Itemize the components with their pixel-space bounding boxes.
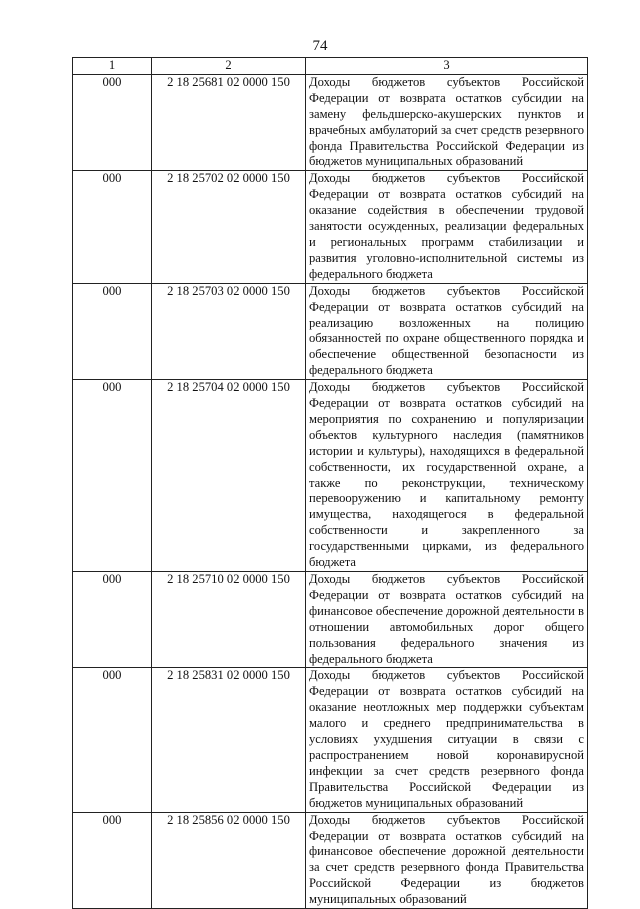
table-row [73,572,588,668]
kbk-code-cell: 2 18 25702 02 0000 150 [152,171,306,283]
budget-revenue-table [72,57,588,909]
table-row [73,171,588,283]
table-row [73,380,588,572]
admin-code-cell: 000 [73,171,152,283]
description-cell [306,668,588,812]
description-cell [306,74,588,170]
page-number: 74 [312,38,328,54]
column-header-2: 2 [152,58,306,75]
description-cell [306,812,588,908]
admin-code-cell: 000 [73,812,152,908]
column-header-3: 3 [306,58,588,75]
description-text: Доходы бюджетов субъектов Российской Федерации от возврата остатков субсидий на финансовое обеспечение дорожной деятельности за счет средств резервного фонда Правительства Российской Федерации из бюджетов муниципальных образований [309,812,584,907]
kbk-code-cell: 2 18 25856 02 0000 150 [152,812,306,908]
description-cell [306,572,588,668]
description-text: Доходы бюджетов субъектов Российской Федерации от возврата остатков субсидий на оказание неотложных мер поддержки субъектам малого и среднего предпринимательства в условиях ухудшения ситуации в связи с распространением новой коронавирусной инфекции за счет средств резервного фонда Правительства Российской Федерации из бюджетов муниципальных образований [309,668,584,810]
table-header-row [73,58,588,75]
kbk-code-cell: 2 18 25831 02 0000 150 [152,668,306,812]
column-header-1: 1 [73,58,152,75]
admin-code-cell: 000 [73,74,152,170]
admin-code-cell: 000 [73,380,152,572]
table-row [73,283,588,379]
kbk-code-cell: 2 18 25704 02 0000 150 [152,380,306,572]
kbk-code-cell: 2 18 25681 02 0000 150 [152,74,306,170]
kbk-code-cell: 2 18 25710 02 0000 150 [152,572,306,668]
table-row [73,74,588,170]
description-cell [306,380,588,572]
description-text: Доходы бюджетов субъектов Российской Федерации от возврата остатков субсидий на оказание содействия в обеспечении трудовой занятости осужденных, реализации федеральных и региональных программ стабилизации и развития уголовно-исполнительной системы из федерального бюджета [309,171,584,281]
admin-code-cell: 000 [73,283,152,379]
description-cell [306,171,588,283]
admin-code-cell: 000 [73,668,152,812]
description-text: Доходы бюджетов субъектов Российской Федерации от возврата остатков субсидий на мероприятия по сохранению и популяризации объектов культурного наследия (памятников истории и культуры), находящихся в федеральной собственности, их государственной охране, а также по реконструкции, техническому перевооружению и капитальному ремонту имущества, находящегося в федеральной собственности и закрепленного за государственными цирками, из федерального бюджета [309,380,584,570]
description-text: Доходы бюджетов субъектов Российской Федерации от возврата остатков субсидий на финансовое обеспечение дорожной деятельности в отношении автомобильных дорог общего пользования федерального значения из федерального бюджета [309,572,584,666]
kbk-code-cell: 2 18 25703 02 0000 150 [152,283,306,379]
table-row [73,668,588,812]
description-cell [306,283,588,379]
table-row [73,812,588,908]
admin-code-cell: 000 [73,572,152,668]
description-text: Доходы бюджетов субъектов Российской Федерации от возврата остатков субсидий на реализацию возложенных на полицию обязанностей по охране общественного порядка и обеспечение общественной безопасности из федерального бюджета [309,283,584,378]
description-text: Доходы бюджетов субъектов Российской Федерации от возврата остатков субсидии на замену фельдшерско-акушерских пунктов и врачебных амбулаторий за счет средств резервного фонда Правительства Российской Федерации из бюджетов муниципальных образований [309,74,584,169]
